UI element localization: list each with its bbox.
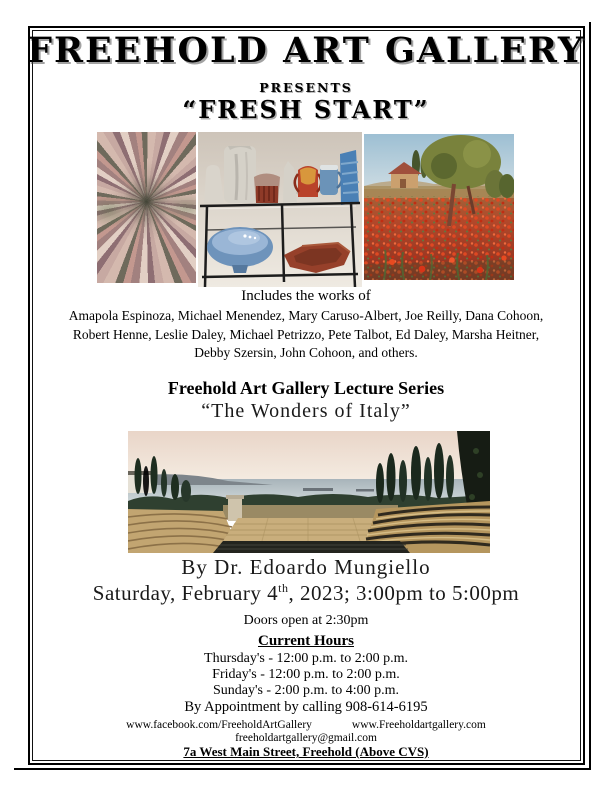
ordinal-superscript: th [278, 581, 289, 595]
artist-list [0, 307, 612, 363]
gallery-title: FREEHOLD ART GALLERY [27, 30, 585, 71]
hours-sunday: Sunday's - 2:00 p.m. to 4:00 p.m. [212, 683, 400, 698]
artist-list-line: Robert Henne, Leslie Daley, Michael Petrizzo, Pete Talbot, Ed Daley, Marsha Heitner, [72, 326, 540, 342]
speaker-line: By Dr. Edoardo Mungiello [181, 555, 431, 579]
presents-label: PRESENTS [259, 80, 353, 95]
street-address: 7a West Main Street, Freehold (Above CVS) [183, 744, 429, 759]
border-shadow-bottom [14, 768, 591, 770]
artist-list-line: Amapola Espinoza, Michael Menendez, Mary Caruso-Albert, Joe Reilly, Dana Cohoon, [68, 308, 544, 323]
poppy-field-painting-image [364, 134, 514, 280]
hours-friday: Friday's - 12:00 p.m. to 2:00 p.m. [212, 667, 400, 682]
website-url: www.Freeholdartgallery.com [351, 719, 486, 731]
web-links-row [0, 719, 612, 731]
current-hours-heading: Current Hours [258, 633, 354, 649]
includes-label: Includes the works of [241, 288, 371, 304]
hours-appointment: By Appointment by calling 908-614-6195 [184, 699, 428, 715]
facebook-url: www.facebook.com/FreeholdArtGallery [126, 719, 312, 731]
event-date-suffix: , 2023; 3:00pm to 5:00pm [288, 581, 520, 605]
doors-open-line: Doors open at 2:30pm [243, 613, 369, 628]
pottery-shelf-image [198, 132, 362, 287]
event-date-line [0, 581, 612, 606]
email-address: freeholdartgallery@gmail.com [235, 732, 377, 744]
amphitheater-photo [128, 431, 490, 553]
lecture-talk-title: “The Wonders of Italy” [201, 400, 411, 422]
hours-thursday: Thursday's - 12:00 p.m. to 2:00 p.m. [204, 651, 408, 666]
abstract-painting-image [97, 132, 196, 283]
event-date-prefix: Saturday, February 4 [92, 581, 279, 605]
artist-list-line: Debby Szersin, John Cohoon, and others. [194, 345, 418, 360]
lecture-series-title: Freehold Art Gallery Lecture Series [167, 378, 445, 398]
exhibit-title: “FRESH START” [182, 95, 430, 124]
